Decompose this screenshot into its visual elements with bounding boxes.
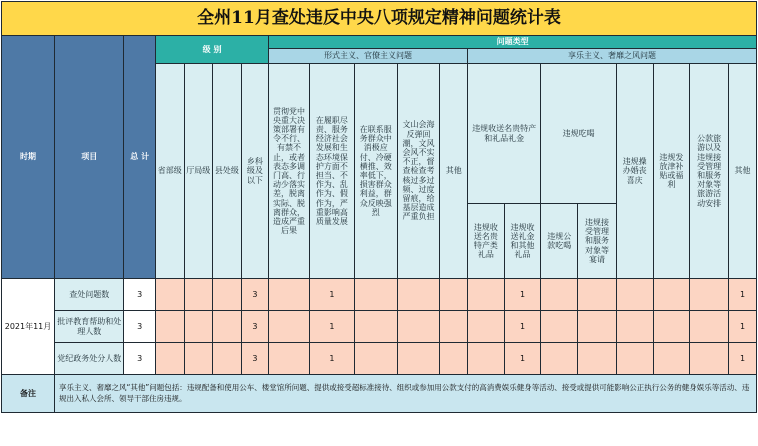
cell-formalism-other xyxy=(440,279,468,311)
level-col-township: 乡科级及以下 xyxy=(241,64,269,279)
cell-gift-money: 1 xyxy=(504,279,541,311)
cell-formalism-4 xyxy=(397,343,440,375)
level-col-province: 省部级 xyxy=(155,64,184,279)
header-formalism: 形式主义、官僚主义问题 xyxy=(269,49,468,64)
cell-travel xyxy=(690,279,729,311)
row-total: 3 xyxy=(124,311,156,343)
cell-formalism-2: 1 xyxy=(309,343,354,375)
row-total: 3 xyxy=(124,279,156,311)
cell-travel xyxy=(690,343,729,375)
cell-travel xyxy=(690,311,729,343)
cell-meal-banquet xyxy=(578,279,617,311)
hedonism-col-meal: 违规吃喝 xyxy=(541,64,616,204)
cell-meal-public xyxy=(541,279,578,311)
header-level: 级 别 xyxy=(155,36,268,64)
note-label: 备注 xyxy=(2,375,55,413)
gift-sub-money: 违规收送礼金和其他礼品 xyxy=(504,204,541,279)
header-problem-type: 问题类型 xyxy=(269,36,757,49)
formalism-col-3: 在联系服务群众中消极应付、冷硬横推、效率低下，损害群众利益，群众反映强烈 xyxy=(354,64,397,279)
level-col-county: 县处级 xyxy=(213,64,242,279)
cell-level-province xyxy=(155,311,184,343)
cell-meal-banquet xyxy=(578,311,617,343)
header-period: 时期 xyxy=(2,36,55,279)
table-row xyxy=(2,343,757,375)
cell-level-county xyxy=(213,311,242,343)
header-total: 总 计 xyxy=(124,36,156,279)
cell-level-bureau xyxy=(184,279,213,311)
cell-formalism-1 xyxy=(269,343,310,375)
row-label: 党纪政务处分人数 xyxy=(55,343,124,375)
gift-sub-specialty: 违规收送名贵特产类礼品 xyxy=(467,204,504,279)
cell-level-bureau xyxy=(184,343,213,375)
cell-gift-money: 1 xyxy=(504,311,541,343)
hedonism-col-other: 其他 xyxy=(729,64,757,279)
cell-gift-specialty xyxy=(467,279,504,311)
hedonism-col-wedding: 违规操办婚丧喜庆 xyxy=(616,64,653,279)
row-total: 3 xyxy=(124,343,156,375)
cell-meal-public xyxy=(541,311,578,343)
cell-level-township: 3 xyxy=(241,343,269,375)
note-text: 享乐主义、奢靡之风“其他”问题包括：违规配备和使用公车、楼堂馆所问题、提供或接受超标准接待、组织或参加用公款支付的高消费娱乐健身等活动、接受或提供可能影响公正执行公务的健身娱乐等活动、违规出入私人会所、领导干部住房违规。 xyxy=(55,375,757,413)
hedonism-col-travel: 公款旅游以及违规接受管理和服务对象等旅游活动安排 xyxy=(690,64,729,279)
cell-subsidy xyxy=(653,279,690,311)
cell-formalism-4 xyxy=(397,279,440,311)
cell-level-province xyxy=(155,279,184,311)
cell-formalism-other xyxy=(440,311,468,343)
cell-subsidy xyxy=(653,311,690,343)
hedonism-col-subsidy: 违规发放津补贴或福利 xyxy=(653,64,690,279)
formalism-col-other: 其他 xyxy=(440,64,468,279)
cell-meal-public xyxy=(541,343,578,375)
cell-hedonism-other: 1 xyxy=(729,343,757,375)
cell-formalism-3 xyxy=(354,311,397,343)
cell-hedonism-other: 1 xyxy=(729,279,757,311)
cell-formalism-2: 1 xyxy=(309,311,354,343)
cell-level-province xyxy=(155,343,184,375)
cell-meal-banquet xyxy=(578,343,617,375)
table-row xyxy=(2,311,757,343)
cell-formalism-3 xyxy=(354,279,397,311)
page-title: 全州11月查处违反中央八项规定精神问题统计表 xyxy=(2,2,757,36)
level-col-bureau: 厅局级 xyxy=(184,64,213,279)
cell-gift-specialty xyxy=(467,311,504,343)
cell-level-county xyxy=(213,343,242,375)
row-label: 查处问题数 xyxy=(55,279,124,311)
header-item: 项目 xyxy=(55,36,124,279)
cell-formalism-other xyxy=(440,343,468,375)
hedonism-col-gift: 违规收送名贵特产和礼品礼金 xyxy=(467,64,540,204)
cell-formalism-1 xyxy=(269,311,310,343)
cell-level-township: 3 xyxy=(241,279,269,311)
period-value: 2021年11月 xyxy=(2,279,55,375)
formalism-col-1: 贯彻党中央重大决策部署有令不行、有禁不止，或者表态多调门高、行动少落实差，脱离实际、脱离群众，造成严重后果 xyxy=(269,64,310,279)
cell-level-bureau xyxy=(184,311,213,343)
formalism-col-4: 文山会海反弹回潮，文风会风不实不正，督查检查考核过多过频、过度留痕，给基层造成严重负担 xyxy=(397,64,440,279)
cell-gift-specialty xyxy=(467,343,504,375)
cell-level-township: 3 xyxy=(241,311,269,343)
cell-wedding xyxy=(616,311,653,343)
cell-wedding xyxy=(616,343,653,375)
cell-formalism-3 xyxy=(354,343,397,375)
cell-gift-money: 1 xyxy=(504,343,541,375)
meal-sub-banquet: 违规接受管理和服务对象等宴请 xyxy=(578,204,617,279)
cell-formalism-1 xyxy=(269,279,310,311)
table-row xyxy=(2,279,757,311)
statistics-table xyxy=(1,1,757,413)
cell-formalism-2: 1 xyxy=(309,279,354,311)
cell-formalism-4 xyxy=(397,311,440,343)
header-hedonism: 享乐主义、奢靡之风问题 xyxy=(467,49,756,64)
cell-level-county xyxy=(213,279,242,311)
meal-sub-public: 违规公款吃喝 xyxy=(541,204,578,279)
cell-hedonism-other: 1 xyxy=(729,311,757,343)
cell-subsidy xyxy=(653,343,690,375)
cell-wedding xyxy=(616,279,653,311)
row-label: 批评教育帮助和处理人数 xyxy=(55,311,124,343)
formalism-col-2: 在履职尽责、服务经济社会发展和生态环境保护方面不担当、不作为、乱作为、假作为，严重影响高质量发展 xyxy=(309,64,354,279)
